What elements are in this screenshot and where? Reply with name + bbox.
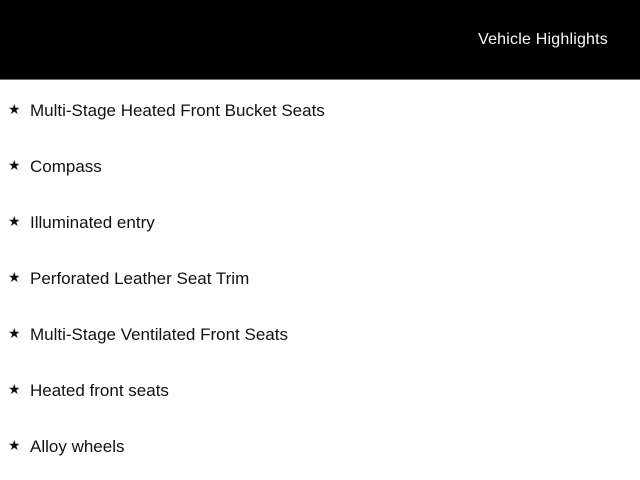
list-item	[0, 363, 640, 419]
header-bar	[0, 0, 640, 80]
star-icon: ★	[8, 270, 21, 286]
list-item	[0, 139, 640, 195]
highlight-item-label: Compass	[30, 157, 102, 176]
highlight-item-label: Perforated Leather Seat Trim	[30, 269, 250, 288]
highlight-item-label: Illuminated entry	[30, 213, 155, 232]
star-icon: ★	[8, 102, 21, 118]
highlight-item-label: Alloy wheels	[30, 437, 125, 456]
highlight-item-label: Heated front seats	[30, 381, 169, 400]
page-title: Vehicle Highlights	[478, 30, 608, 48]
list-item	[0, 419, 640, 475]
highlight-item-label: Multi-Stage Ventilated Front Seats	[30, 325, 288, 344]
highlight-item-label: Multi-Stage Heated Front Bucket Seats	[30, 101, 325, 120]
list-item	[0, 251, 640, 307]
star-icon: ★	[8, 158, 21, 174]
vehicle-highlights-list	[0, 80, 640, 475]
star-icon: ★	[8, 438, 21, 454]
star-icon: ★	[8, 326, 21, 342]
list-item	[0, 307, 640, 363]
star-icon: ★	[8, 382, 21, 398]
star-icon: ★	[8, 214, 21, 230]
list-item	[0, 195, 640, 251]
list-item	[0, 83, 640, 139]
